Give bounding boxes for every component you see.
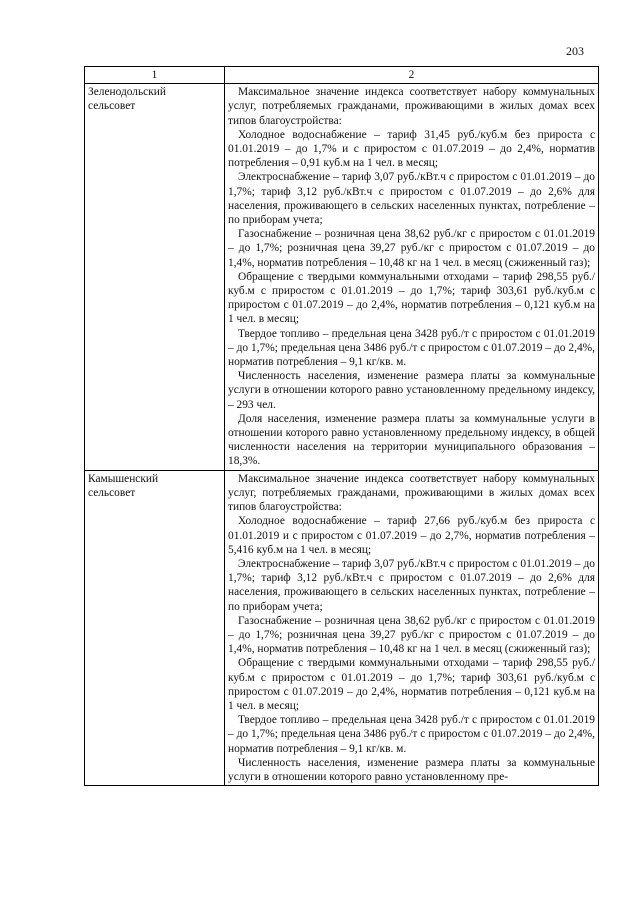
page-number: 203 [566,44,584,58]
paragraph: Твердое топливо – предельная цена 3428 руб./т с приростом с 01.01.2019 – до 1,7%; предельная цена 3486 руб./т с приростом с 01.07.2019 – до 2,4%, норматив потребления – 9,1 кг/кв. м. [228,327,595,369]
paragraph: Электроснабжение – тариф 3,07 руб./кВт.ч с приростом с 01.01.2019 – до 1,7%; тариф 3,12 руб./кВт.ч с приростом с 01.07.2019 – до 2,6% для населения, проживающего в сельских населенных пунктах, потребление – по приборам учета; [228,557,595,613]
paragraph: Обращение с твердыми коммунальными отходами – тариф 298,55 руб./куб.м с приростом с 01.01.2019 – до 1,7%; тариф 303,61 руб./куб.м с приростом с 01.07.2019 – до 2,4%, норматив потребления – 0,121 куб.м на 1 чел. в месяц; [228,270,595,326]
index-description [225,470,599,785]
table-header-row [85,67,599,84]
paragraph: Максимальное значение индекса соответствует набору коммунальных услуг, потребляемых гражданами, проживающими в жилых домах всех типов благоустройства: [228,472,595,514]
tariff-table [84,66,599,786]
paragraph: Доля населения, изменение размера платы за коммунальные услуги в отношении которого равно установленному предельному индексу, в общей численности населения на территории муниципального образования – 18,3%. [228,412,595,468]
paragraph: Численность населения, изменение размера платы за коммунальные услуги в отношении которого равно установленному пре- [228,756,595,783]
table-row [85,84,599,470]
municipality-name: Камышенский сельсовет [85,470,225,785]
paragraph: Численность населения, изменение размера платы за коммунальные услуги в отношении которого равно установленному предельному индексу, – 293 чел. [228,370,595,411]
column-number-2: 2 [225,67,599,84]
index-description [225,84,599,470]
paragraph: Холодное водоснабжение – тариф 31,45 руб./куб.м без прироста с 01.01.2019 – до 1,7% и с приростом с 01.07.2019 – до 2,4%, норматив потребления – 0,91 куб.м на 1 чел. в месяц; [228,128,595,170]
municipality-name: Зеленодольский сельсовет [85,84,225,470]
paragraph: Твердое топливо – предельная цена 3428 руб./т с приростом с 01.01.2019 – до 1,7%; предельная цена 3486 руб./т с приростом с 01.07.2019 – до 2,4%, норматив потребления – 9,1 кг/кв. м. [228,714,595,755]
paragraph: Электроснабжение – тариф 3,07 руб./кВт.ч с приростом с 01.01.2019 – до 1,7%; тариф 3,12 руб./кВт.ч с приростом с 01.07.2019 – до 2,6% для населения, проживающего в сельских населенных пунктах, потребление – по приборам учета; [228,171,595,227]
column-number-1: 1 [85,67,225,84]
paragraph: Обращение с твердыми коммунальными отходами – тариф 298,55 руб./куб.м с приростом с 01.01.2019 – до 1,7%; тариф 303,61 руб./куб.м с приростом с 01.07.2019 – до 2,4%, норматив потребления – 0,121 куб.м на 1 чел. в месяц; [228,657,595,712]
paragraph: Газоснабжение – розничная цена 38,62 руб./кг с приростом с 01.01.2019 – до 1,7%; розничная цена 39,27 руб./кг с приростом с 01.07.2019 – до 1,4%, норматив потребления – 10,48 кг на 1 чел. в месяц (сжиженный газ); [228,228,595,269]
paragraph: Холодное водоснабжение – тариф 27,66 руб./куб.м без прироста с 01.01.2019 и с приростом с 01.07.2019 – до 2,7%, норматив потребления – 5,416 куб.м на 1 чел. в месяц; [228,515,595,556]
table-row [85,470,599,785]
paragraph: Газоснабжение – розничная цена 38,62 руб./кг с приростом с 01.01.2019 – до 1,7%; розничная цена 39,27 руб./кг с приростом с 01.07.2019 – до 1,4%, норматив потребления – 10,48 кг на 1 чел. в месяц (сжиженный газ); [228,614,595,656]
paragraph: Максимальное значение индекса соответствует набору коммунальных услуг, потребляемых гражданами, проживающими в жилых домах всех типов благоустройства: [228,86,595,127]
